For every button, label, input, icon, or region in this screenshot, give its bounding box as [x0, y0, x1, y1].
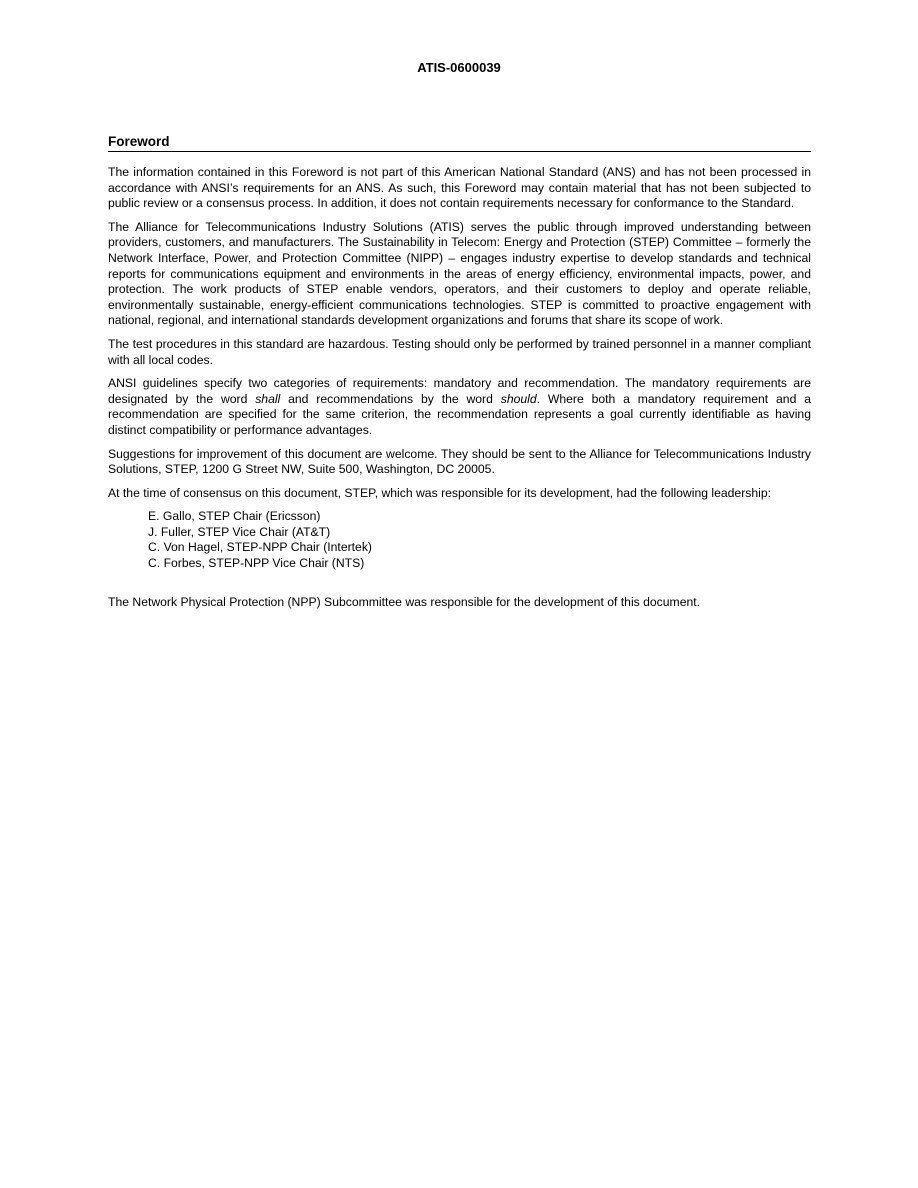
ansi-text-part-2: and recommendations by the word: [280, 391, 501, 406]
paragraph-npp-subcommittee: The Network Physical Protection (NPP) Subcommittee was responsible for the development of this document.: [108, 594, 701, 609]
leadership-list-item: C. Forbes, STEP-NPP Vice Chair (NTS): [148, 556, 365, 571]
leadership-list-item: C. Von Hagel, STEP-NPP Chair (Intertek): [148, 540, 372, 555]
paragraph-ansi-guidelines: [108, 376, 811, 438]
foreword-section: [108, 134, 811, 618]
ansi-text-part-1: ANSI guidelines specify two categories of requirements: mandatory and recommendation. The mandatory requirements are designated by the word: [108, 376, 811, 406]
section-title: Foreword: [108, 134, 811, 152]
leadership-list: [148, 509, 811, 571]
paragraph-atis-step-description: The Alliance for Telecommunications Industry Solutions (ATIS) serves the public through improved understanding between providers, customers, and manufacturers. The Sustainability in Telecom: Energy and Protection (STEP) Committee – formerly the Network Interface, Power, and Protection Committee (NIPP) – engages industry expertise to develop standards and technical reports for communications equipment and environments in the areas of energy efficiency, environmental impacts, power, and protection. The work products of STEP enable vendors, operators, and their customers to deploy and operate reliable, environmentally sustainable, energy-efficient communications technologies. STEP is committed to proactive engagement with national, regional, and international standards development organizations and forums that share its scope of work.: [108, 219, 811, 328]
ansi-text-part-3: . Where both a mandatory requirement and a recommendation are specified for the same criterion, the recommendation represents a goal currently identifiable as having distinct compatibility or performance advantages.: [108, 391, 811, 437]
paragraph-not-part-of-standard: The information contained in this Foreword is not part of this American National Standard (ANS) and has not been processed in accordance with ANSI’s requirements for an ANS. As such, this Foreword may contain material that has not been subjected to public review or a consensus process. In addition, it does not contain requirements necessary for conformance to the Standard.: [108, 165, 811, 211]
leadership-list-item: E. Gallo, STEP Chair (Ericsson): [148, 509, 321, 524]
keyword-shall: shall: [255, 391, 281, 406]
paragraph-leadership-intro: At the time of consensus on this document, STEP, which was responsible for its development, had the following leadership:: [108, 485, 772, 500]
paragraph-hazard-warning: The test procedures in this standard are hazardous. Testing should only be performed by trained personnel in a manner compliant with all local codes.: [108, 336, 811, 367]
document-id-header: ATIS-0600039: [417, 60, 501, 75]
leadership-list-item: J. Fuller, STEP Vice Chair (AT&T): [148, 524, 331, 539]
paragraph-suggestions: Suggestions for improvement of this document are welcome. They should be sent to the Alliance for Telecommunications Industry Solutions, STEP, 1200 G Street NW, Suite 500, Washington, DC 20005.: [108, 446, 811, 477]
keyword-should: should: [500, 391, 537, 406]
